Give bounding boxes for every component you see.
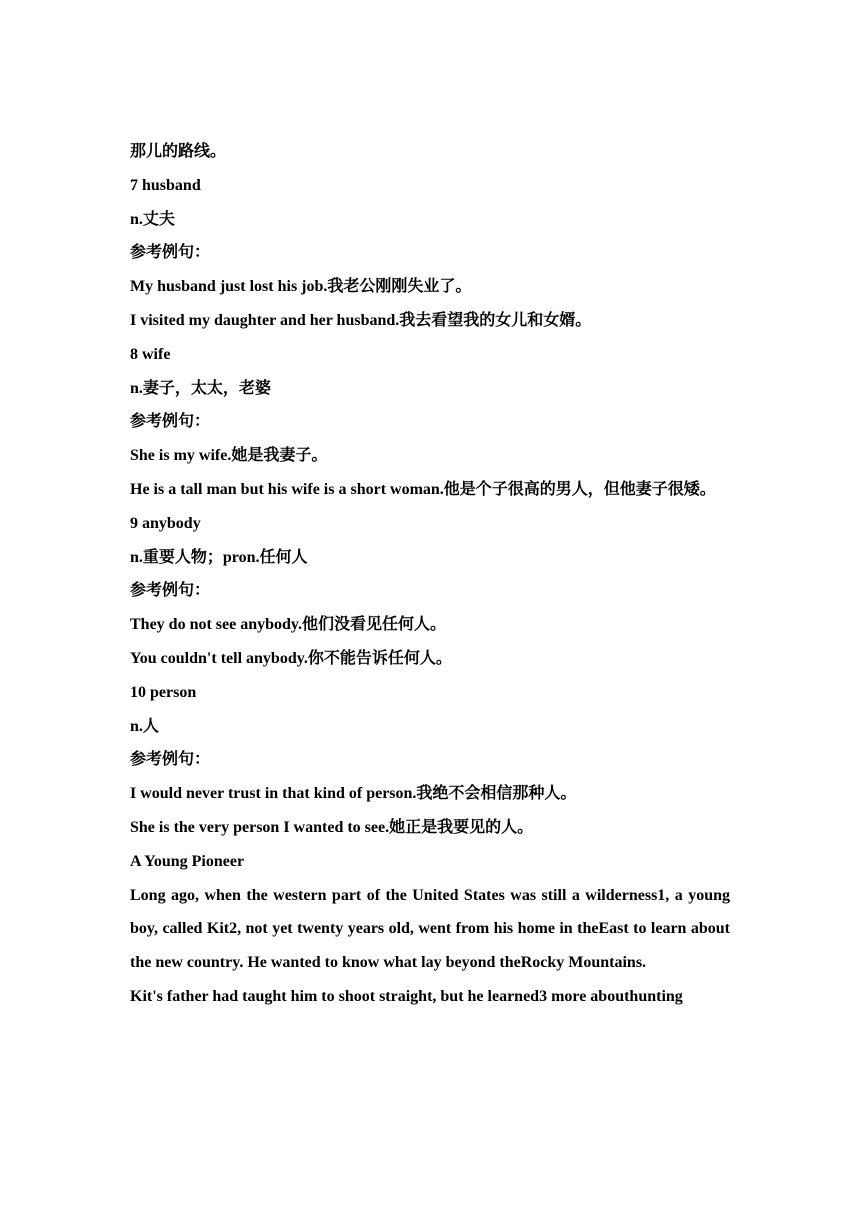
entry-definition-husband: n.丈夫 (130, 210, 175, 228)
document-page (130, 135, 730, 1014)
examples-label: 参考例句： (130, 582, 211, 600)
examples-label: 参考例句： (130, 413, 211, 431)
story-title: A Young Pioneer (130, 852, 245, 870)
example-sentence: My husband just lost his job.我老公刚刚失业了。 (130, 278, 472, 296)
examples-label: 参考例句： (130, 244, 211, 262)
entry-definition-anybody: n.重要人物；pron.任何人 (130, 548, 308, 566)
example-sentence: She is my wife.她是我妻子。 (130, 447, 328, 465)
example-sentence: I would never trust in that kind of person.我绝不会相信那种人。 (130, 785, 577, 803)
example-sentence: They do not see anybody.他们没看见任何人。 (130, 616, 447, 634)
entry-definition-person: n.人 (130, 717, 159, 735)
entry-heading-husband: 7 husband (130, 176, 201, 194)
examples-label: 参考例句： (130, 751, 211, 769)
entry-heading-anybody: 9 anybody (130, 514, 201, 532)
intro-tail-text: 那儿的路线。 (130, 143, 227, 160)
story-paragraph: Kit's father had taught him to shoot straight, but he learned3 more abouthunting (130, 987, 683, 1005)
entry-definition-wife: n.妻子，太太，老婆 (130, 379, 271, 397)
example-sentence: He is a tall man but his wife is a short woman.他是个子很高的男人，但他妻子很矮。 (130, 480, 716, 498)
story-paragraph: Long ago, when the western part of the United States was still a wilderness1, a young boy, called Kit2, not yet twenty years old, went from his home in theEast to learn about the new country. He wanted to know what lay beyond theRocky Mountains. (130, 886, 730, 972)
example-sentence: I visited my daughter and her husband.我去看望我的女儿和女婿。 (130, 311, 592, 329)
example-sentence: She is the very person I wanted to see.她正是我要见的人。 (130, 818, 534, 836)
example-sentence: You couldn't tell anybody.你不能告诉任何人。 (130, 649, 452, 667)
entry-heading-wife: 8 wife (130, 345, 171, 363)
entry-heading-person: 10 person (130, 683, 197, 701)
